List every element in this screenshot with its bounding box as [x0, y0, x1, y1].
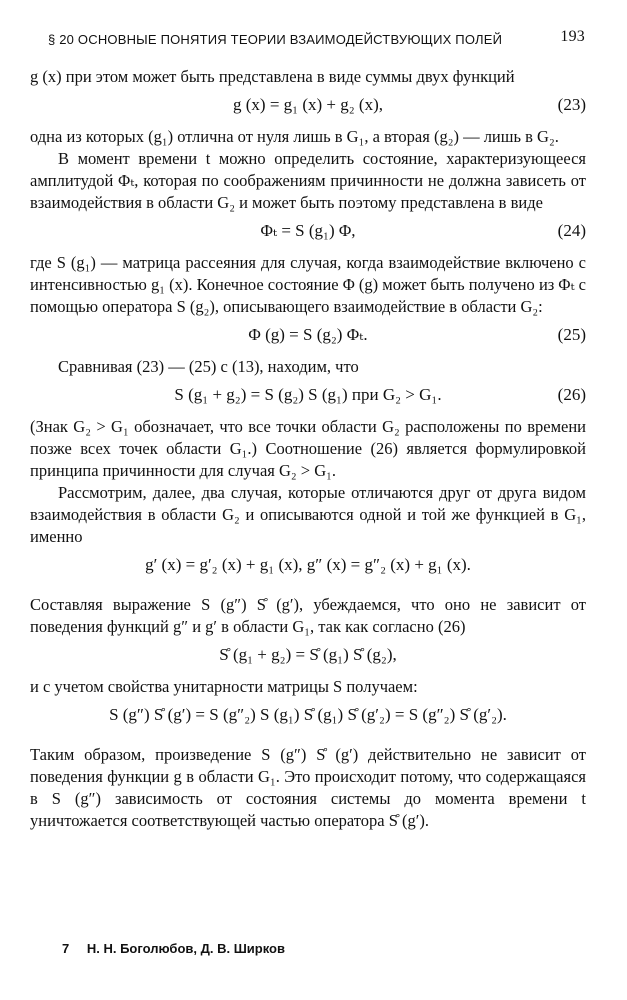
equation-23 [30, 94, 586, 118]
equation-23-number: (23) [557, 95, 586, 114]
equation-26-body: S (g₁ + g₂) = S (g₂) S (g₁) при G₂ > G₁. [174, 385, 442, 404]
equation-24-number: (24) [557, 221, 586, 240]
paragraph-2: одна из которых (g₁) отлична от нуля лишь в G₁, а вторая (g₂) — лишь в G₂. [30, 127, 559, 146]
paragraph-3: В момент времени t можно определить состояние, характеризующееся амплитудой Φₜ, которая по соображениям причинности не должна зависеть от взаимодействия в области G₂ и может быть поэтому представлена в виде [30, 149, 586, 212]
paragraph-6: (Знак G₂ > G₁ обозначает, что все точки области G₂ расположены по времени позже всех точек области G₁.) Соотношение (26) является формулировкой принципа причинности для случая G₂ > G₁. [30, 417, 586, 480]
equation-26-number: (26) [557, 385, 586, 404]
equation-29-body: S (g″) S̊ (g′) = S (g″₂) S (g₁) S̊ (g₁) S̊ (g′₂) = S (g″₂) S̊ (g′₂). [109, 705, 507, 724]
page-number: 193 [560, 28, 585, 45]
equation-29 [30, 704, 586, 728]
equation-24-body: Φₜ = S (g₁) Φ, [260, 221, 356, 240]
paragraph-4: где S (g₁) — матрица рассеяния для случая, когда взаимодействие включено с интенсивностью g₁ (x). Конечное состояние Φ (g) может быть получено из Φₜ с помощью оператора S (g₂), описывающего взаимодействие в области G₂: [30, 253, 586, 316]
equation-27 [30, 554, 586, 578]
paragraph-7: Рассмотрим, далее, два случая, которые отличаются друг от друга видом взаимодействия в области G₂ и описываются одной и той же функцией в G₁, именно [30, 483, 586, 546]
book-authors: Н. Н. Боголюбов, Д. В. Ширков [86, 941, 285, 956]
signature-line [62, 941, 285, 956]
page-body [30, 66, 586, 832]
equation-25-body: Φ (g) = S (g₂) Φₜ. [248, 325, 368, 344]
equation-24 [30, 220, 586, 244]
paragraph-1: g (x) при этом может быть представлена в виде суммы двух функций [30, 67, 515, 86]
equation-26 [30, 384, 586, 408]
paragraph-10: Таким образом, произведение S (g″) S̊ (g′) действительно не зависит от поведения функции g в области G₁. Это происходит потому, что содержащаяся в S (g″) зависимость от состояния системы до момента времени t уничтожается соответствующей частью оператора S̊ (g′). [30, 745, 586, 830]
equation-25 [30, 324, 586, 348]
paragraph-9: и с учетом свойства унитарности матрицы S получаем: [30, 677, 418, 696]
paragraph-5: Сравнивая (23) — (25) с (13), находим, что [58, 357, 359, 376]
folio-number: 7 [62, 941, 70, 956]
section-title: § 20 ОСНОВНЫЕ ПОНЯТИЯ ТЕОРИИ ВЗАИМОДЕЙСТВУЮЩИХ ПОЛЕЙ [48, 32, 503, 47]
equation-28-body: S̊ (g₁ + g₂) = S̊ (g₁) S̊ (g₂), [219, 645, 397, 664]
equation-27-body: g′ (x) = g′₂ (x) + g₁ (x), g″ (x) = g″₂ (x) + g₁ (x). [145, 555, 471, 574]
paragraph-8: Составляя выражение S (g″) S̊ (g′), убеждаемся, что оно не зависит от поведения функций g″ и g′ в области G₁, так как согласно (26) [30, 595, 586, 636]
equation-25-number: (25) [557, 325, 586, 344]
equation-23-body: g (x) = g₁ (x) + g₂ (x), [233, 95, 383, 114]
equation-28 [30, 644, 586, 668]
